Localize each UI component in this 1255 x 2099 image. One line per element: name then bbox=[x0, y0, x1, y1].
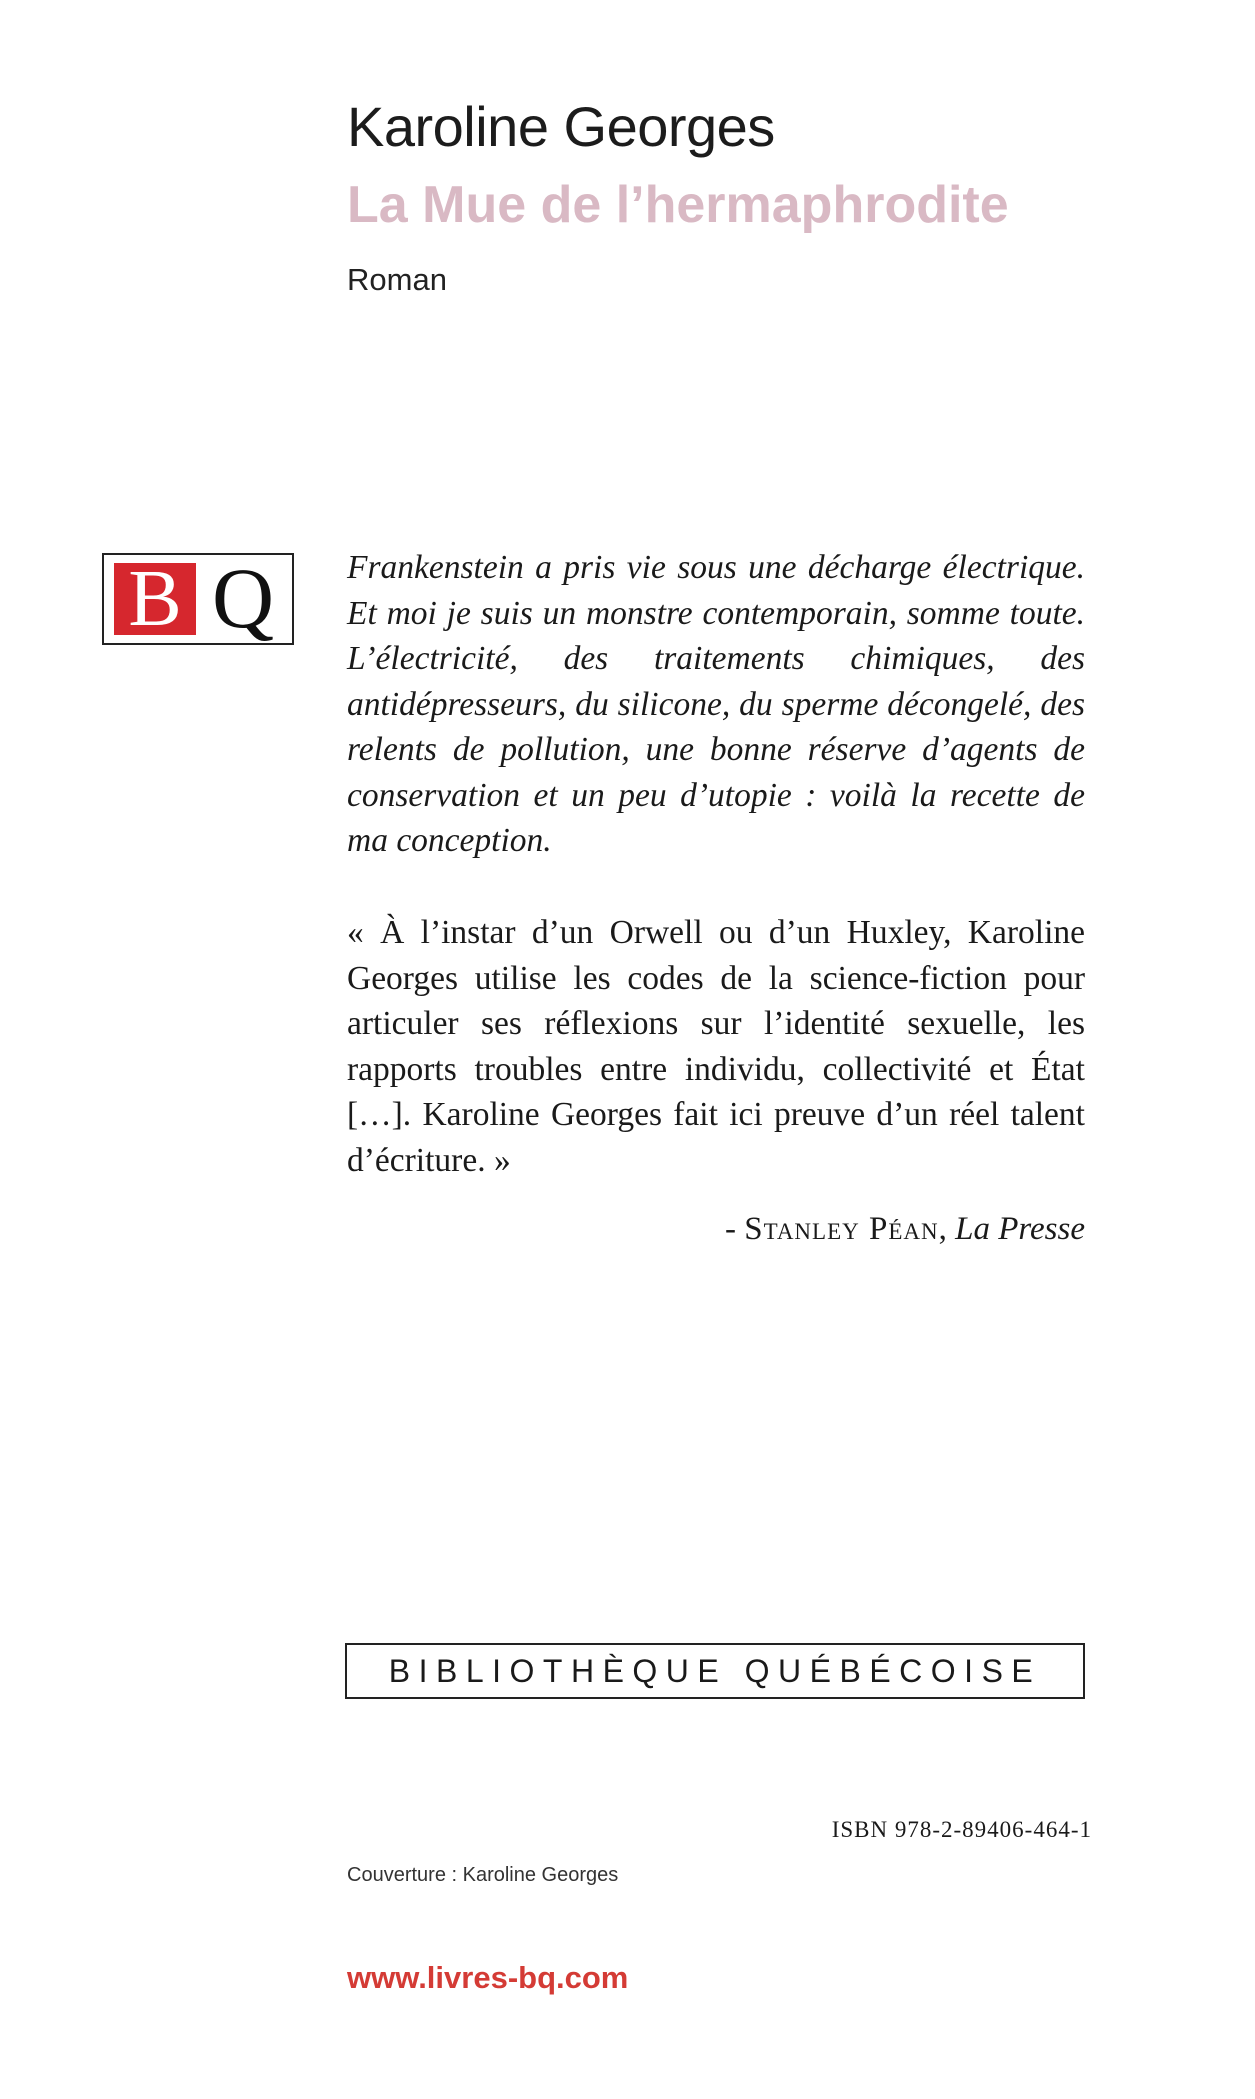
bq-logo-b-box bbox=[114, 555, 196, 643]
isbn: ISBN 978-2-89406-464-1 bbox=[831, 1817, 1092, 1842]
attribution-separator: , bbox=[938, 1211, 956, 1247]
publication-name: La Presse bbox=[955, 1211, 1085, 1247]
website-link[interactable]: www.livres-bq.com bbox=[347, 1960, 629, 1995]
cover-credit: Couverture : Karoline Georges bbox=[347, 1864, 619, 1886]
author-name: Karoline Georges bbox=[347, 95, 775, 158]
book-genre: Roman bbox=[347, 262, 447, 297]
bq-logo bbox=[102, 550, 294, 646]
bq-logo-letter-b: B bbox=[128, 555, 182, 643]
review-quote: « À l’instar d’un Orwell ou d’un Huxley, Karoline Georges utilise les codes de la science-fiction pour articuler ses réflexions sur l’identité sexuelle, les rapports troubles entre individu, collectivité et État […]. Karoline Georges fait ici preuve d’un réel talent d’écriture. » bbox=[347, 914, 1085, 1179]
bq-logo-letter-q: Q bbox=[211, 550, 275, 646]
book-excerpt: Frankenstein a pris vie sous une décharge électrique. Et moi je suis un monstre contemporain, somme toute. L’électricité, des traitements chimiques, des antidépresseurs, du silicone, du sperme décongelé, des relents de pollution, une bonne réserve d’agents de conservation et un peu d’utopie : voilà la recette de ma conception. bbox=[347, 549, 1085, 859]
review-attribution bbox=[725, 1209, 1085, 1249]
book-title: La Mue de l’hermaphrodite bbox=[347, 176, 1009, 234]
attribution-dash: - bbox=[725, 1211, 745, 1247]
critic-name: Stanley Péan bbox=[744, 1211, 939, 1247]
collection-name: BIBLIOTHÈQUE QUÉBÉCOISE bbox=[345, 1643, 1085, 1699]
